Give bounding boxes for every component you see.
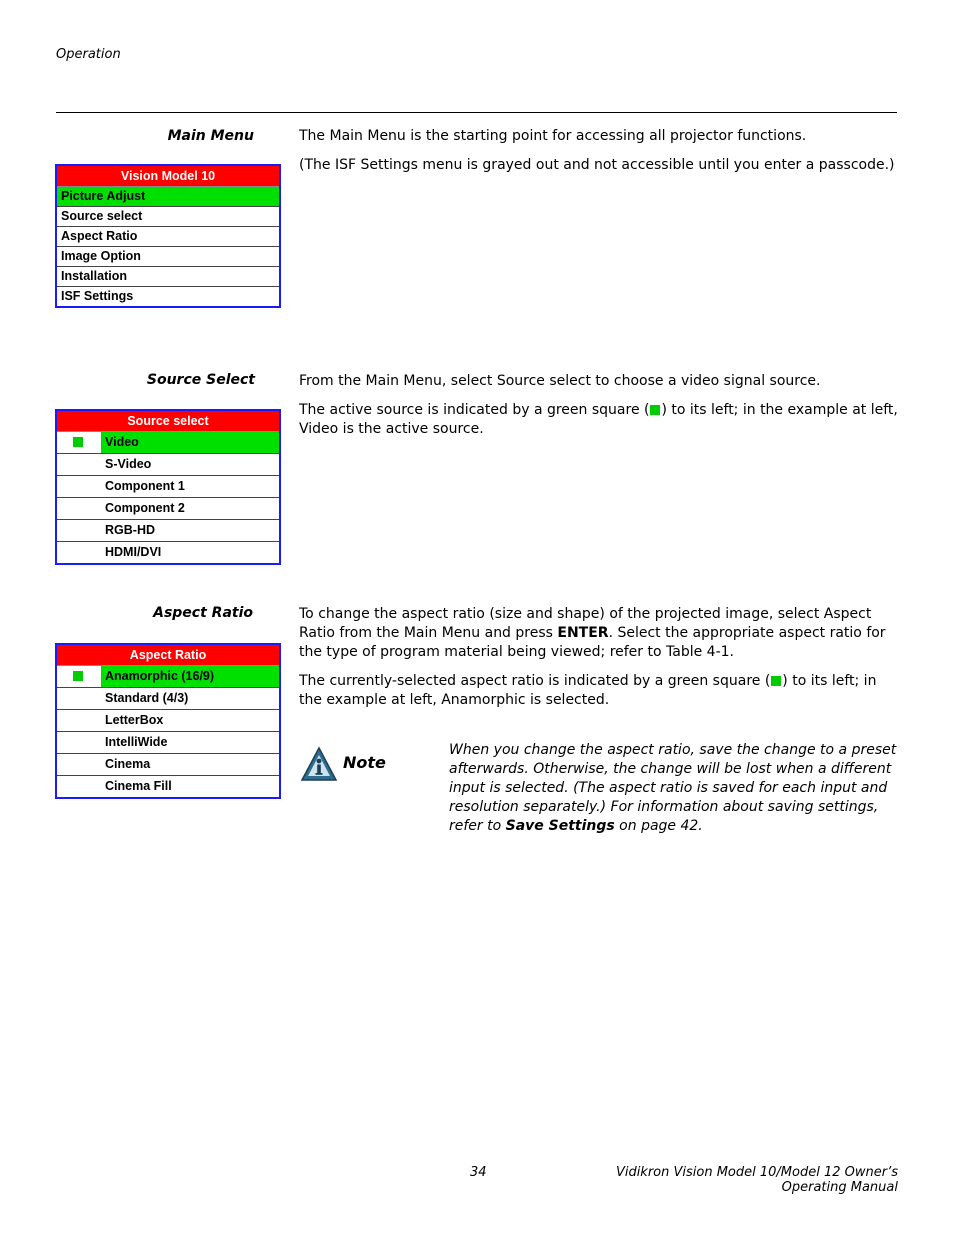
aspect-ratio-para-2: The currently-selected aspect ratio is indicated by a green square ( ) to its left; in the example at left, Anamorphic is selected. xyxy=(299,673,877,708)
aspect-ratio-body xyxy=(299,605,899,720)
source-item-component-2[interactable]: Component 2 xyxy=(57,498,279,520)
main-menu-title: Vision Model 10 xyxy=(57,166,279,187)
source-select-title: Source select xyxy=(57,411,279,432)
main-menu-para-2: (The ISF Settings menu is grayed out and not accessible until you enter a passcode.) xyxy=(299,157,895,173)
section-label: Operation xyxy=(56,47,121,62)
menu-item-aspect-ratio[interactable]: Aspect Ratio xyxy=(57,227,279,247)
menu-item-source-select[interactable]: Source select xyxy=(57,207,279,227)
header-rule xyxy=(56,112,897,113)
page-number: 34 xyxy=(470,1165,487,1180)
menu-item-installation[interactable]: Installation xyxy=(57,267,279,287)
note-label: Note xyxy=(343,753,386,772)
aspect-ratio-osd xyxy=(55,643,281,799)
aspect-ratio-heading: Aspect Ratio xyxy=(153,605,253,621)
manual-title: Vidikron Vision Model 10/Model 12 Owner’s Operating Manual xyxy=(615,1165,898,1195)
menu-item-picture-adjust[interactable]: Picture Adjust xyxy=(57,187,279,207)
aspect-item-cinema-fill[interactable]: Cinema Fill xyxy=(105,779,172,793)
source-item-s-video[interactable]: S-Video xyxy=(57,454,279,476)
main-menu-para-1: The Main Menu is the starting point for accessing all projector functions. xyxy=(299,128,807,144)
source-item-component-1[interactable]: Component 1 xyxy=(57,476,279,498)
main-menu-heading: Main Menu xyxy=(167,128,254,144)
aspect-item-standard[interactable]: Standard (4/3) xyxy=(57,688,279,710)
note-text: When you change the aspect ratio, save the change to a preset afterwards. Otherwise, the change will be lost when a different input is selected. (The aspect ratio is saved for each input and resolution separately.) For information about saving settings, refer to Save Settings on page 42. xyxy=(449,742,897,834)
source-item-hdmi-dvi[interactable]: HDMI/DVI xyxy=(105,545,162,559)
source-select-para-2: The active source is indicated by a green square ( ) to its left; in the example at left, Video is the active source. xyxy=(299,402,898,437)
source-select-body xyxy=(299,372,899,449)
source-select-osd xyxy=(55,409,281,565)
source-item-video[interactable]: Video xyxy=(57,432,279,454)
aspect-item-cinema[interactable]: Cinema xyxy=(57,754,279,776)
active-indicator-icon xyxy=(73,437,83,447)
aspect-ratio-title: Aspect Ratio xyxy=(57,645,279,666)
source-select-heading: Source Select xyxy=(146,372,255,388)
main-menu-osd xyxy=(55,164,281,308)
active-indicator-icon xyxy=(73,671,83,681)
green-square-icon xyxy=(771,676,781,686)
green-square-icon xyxy=(650,405,660,415)
source-select-para-1: From the Main Menu, select Source select to choose a video signal source. xyxy=(299,373,821,389)
aspect-item-intelliwide[interactable]: IntelliWide xyxy=(57,732,279,754)
menu-item-image-option[interactable]: Image Option xyxy=(57,247,279,267)
aspect-item-letterbox[interactable]: LetterBox xyxy=(57,710,279,732)
note-warning-icon xyxy=(301,746,337,782)
aspect-ratio-para-1: To change the aspect ratio (size and shape) of the projected image, select Aspect Ratio from the Main Menu and press ENTER. Select the appropriate aspect ratio for the type of program material being viewed; refer to Table 4-1. xyxy=(299,606,886,660)
aspect-item-anamorphic[interactable]: Anamorphic (16/9) xyxy=(57,666,279,688)
menu-item-isf-settings[interactable]: ISF Settings xyxy=(61,289,134,303)
source-item-rgb-hd[interactable]: RGB-HD xyxy=(57,520,279,542)
main-menu-body xyxy=(299,127,899,185)
